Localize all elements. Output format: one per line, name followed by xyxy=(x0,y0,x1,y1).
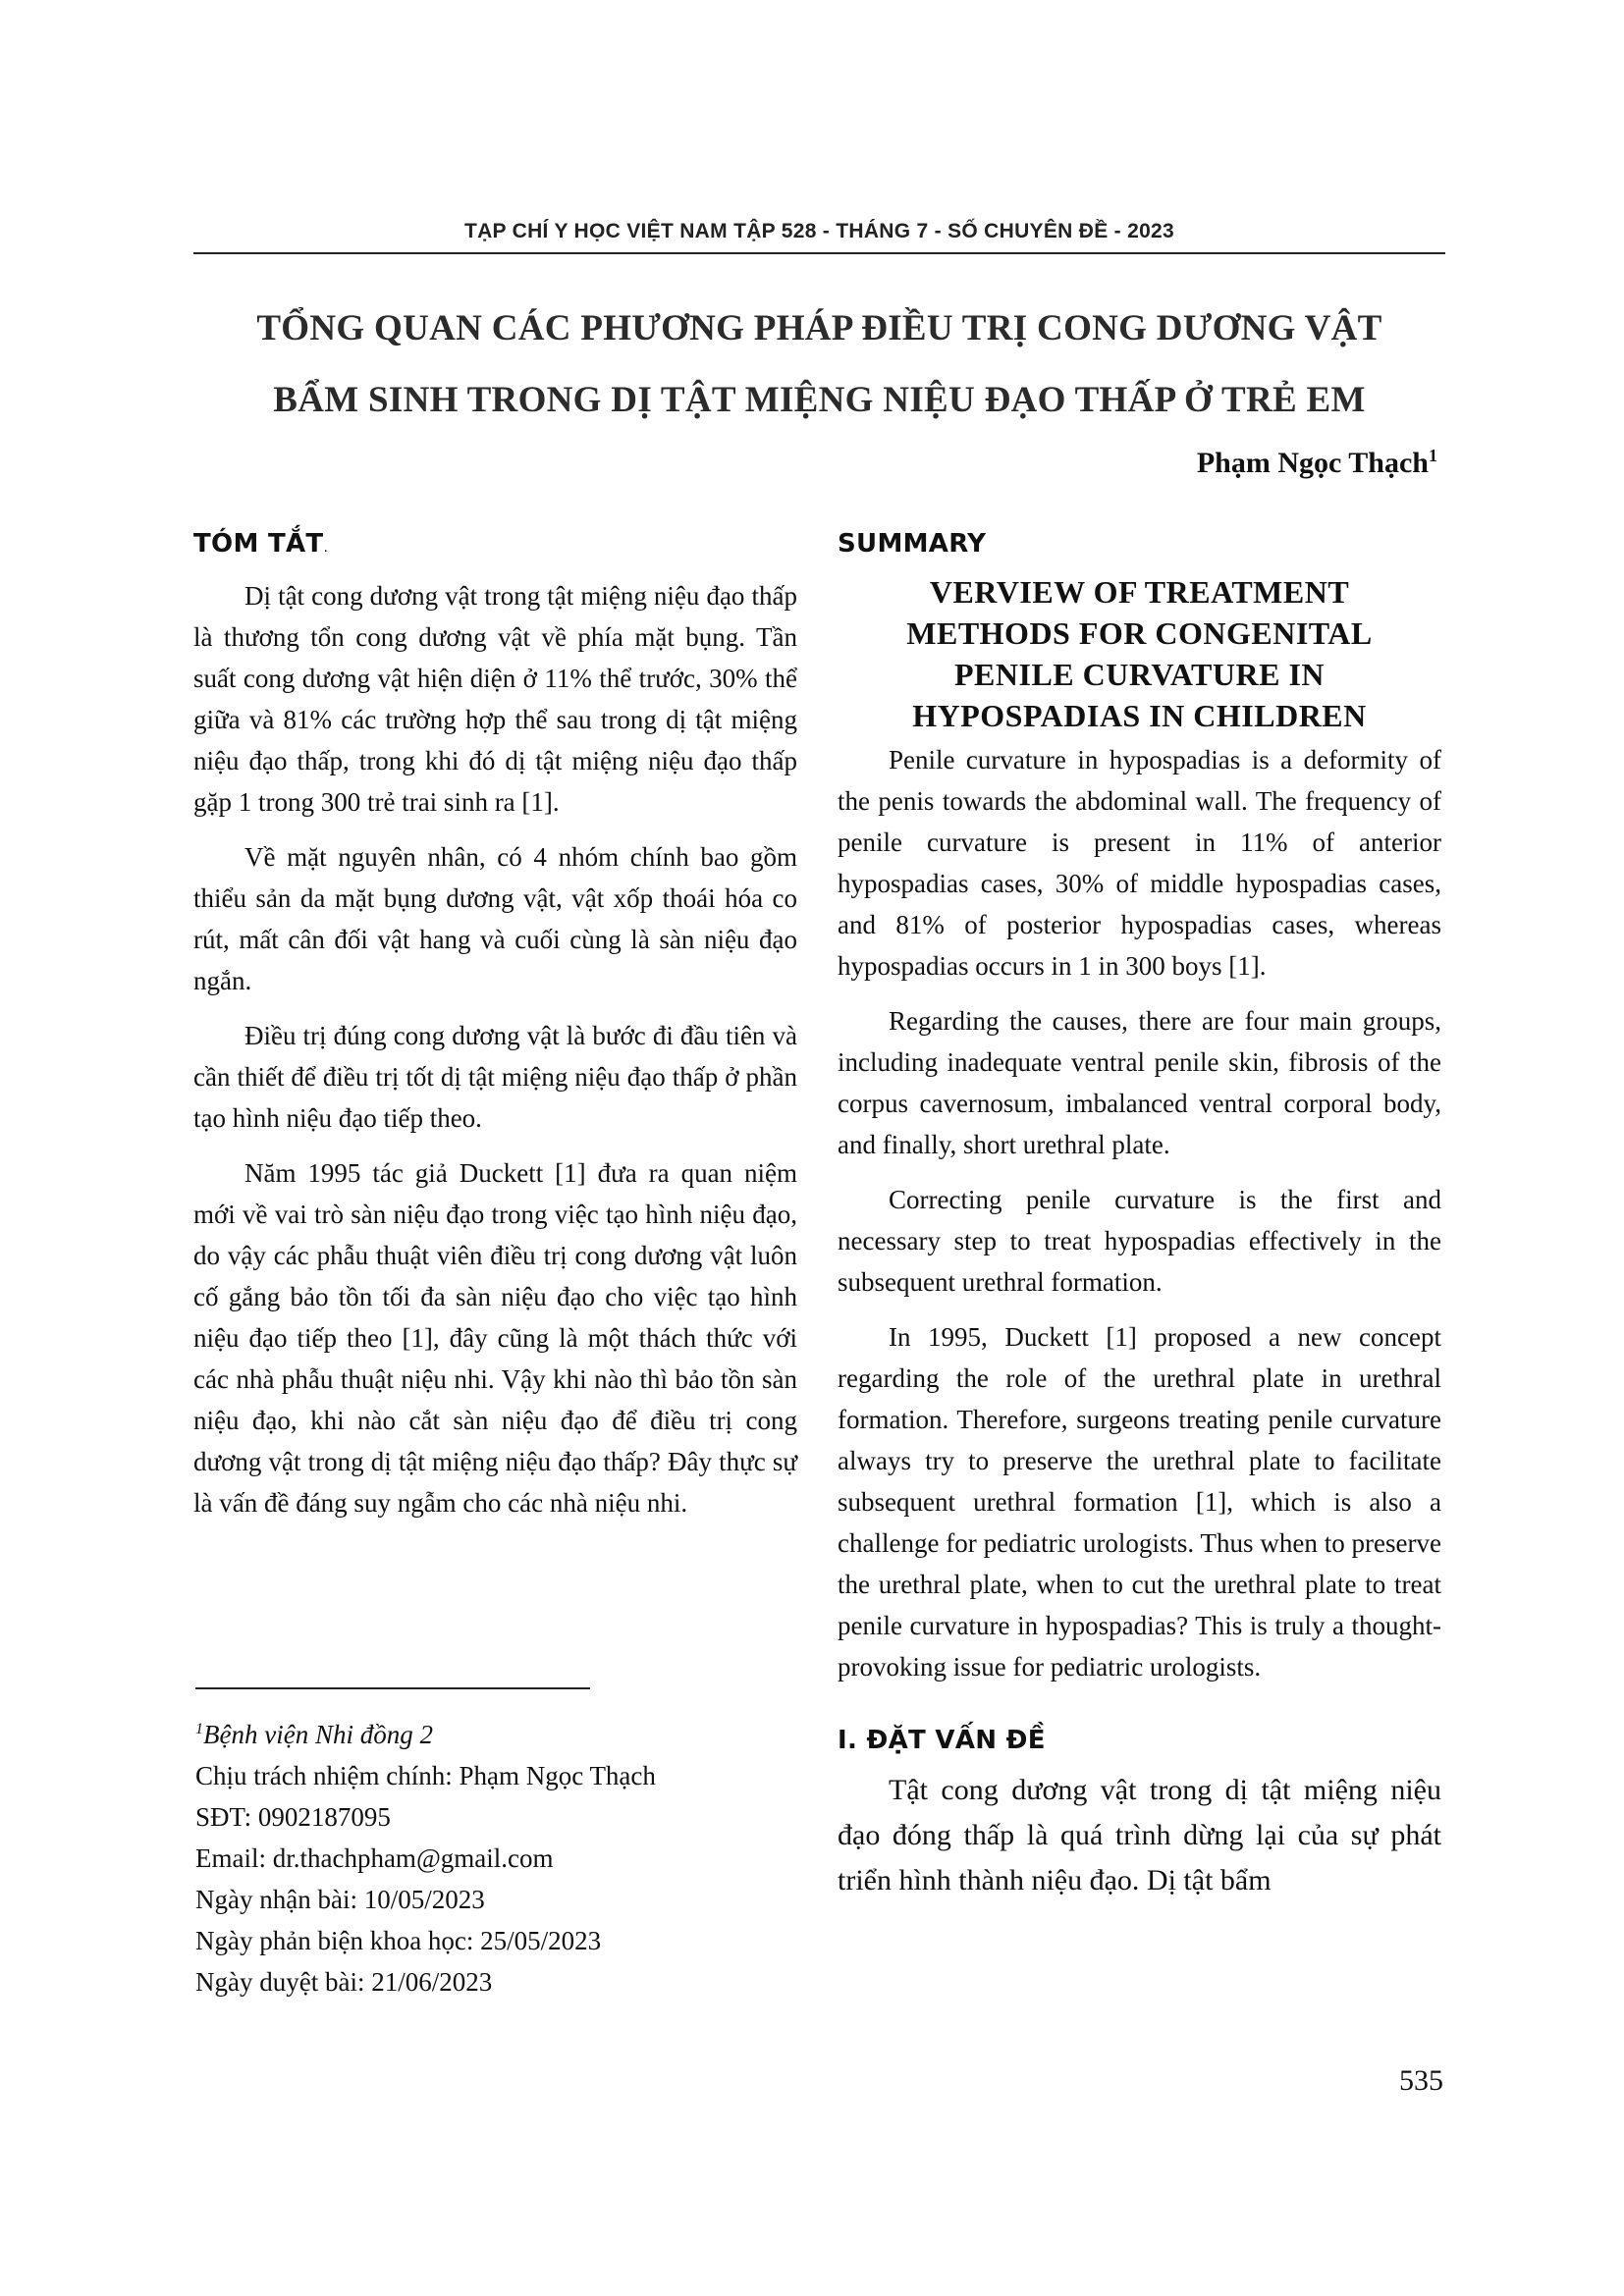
summary-title-line: METHODS FOR CONGENITAL xyxy=(906,615,1373,651)
journal-header: TẠP CHÍ Y HỌC VIỆT NAM TẬP 528 - THÁNG 7 - SỐ CHUYÊN ĐỀ - 2023 xyxy=(463,220,1175,242)
article-title xyxy=(193,293,1445,436)
summary-title-line: PENILE CURVATURE IN xyxy=(953,657,1326,692)
footnote-email: Email: dr.thachpham@gmail.com xyxy=(195,1843,554,1873)
summary-paragraph: In 1995, Duckett [1] proposed a new concept regarding the role of the urethral plate in urethral formation. Therefore, surgeons treating penile curvature always try to preserve the urethral plate to facilitate subsequent urethral formation [1], which is also a challenge for pediatric urologists. Thus when to preserve the urethral plate, when to cut the urethral plate to treat penile curvature in hypospadias? This is truly a thought-provoking issue for pediatric urologists. xyxy=(838,1322,1441,1682)
summary-paragraph: Regarding the causes, there are four main groups, including inadequate ventral penile skin, fibrosis of the corpus cavernosum, imbalanced ventral corporal body, and finally, short urethral plate. xyxy=(838,1006,1441,1159)
summary-paragraph: Penile curvature in hypospadias is a deformity of the penis towards the abdominal wall. The frequency of penile curvature is present in 11% of anterior hypospadias cases, 30% of middle hypospadias cases, and 81% of posterior hypospadias cases, whereas hypospadias occurs in 1 in 300 boys [1]. xyxy=(838,745,1441,981)
abstract-vi-paragraph: Điều trị đúng cong dương vật là bước đi đầu tiên và cần thiết để điều trị tốt dị tật miệng niệu đạo thấp ở phần tạo hình niệu đạo tiếp theo. xyxy=(193,1021,797,1133)
abstract-vi-paragraph: Năm 1995 tác giả Duckett [1] đưa ra quan niệm mới về vai trò sàn niệu đạo trong việc tạo hình niệu đạo, do vậy các phẫu thuật viên điều trị cong dương vật luôn cố gắng bảo tồn tối đa sàn niệu đạo cho việc tạo hình niệu đạo tiếp theo [1], đây cũng là một thách thức với các nhà phẫu thuật niệu nhi. Vậy khi nào thì bảo tồn sàn niệu đạo, khi nào cắt sàn niệu đạo để điều trị cong dương vật trong dị tật miệng niệu đạo thấp? Đây thực sự là vấn đề đáng suy ngẫm cho các nhà niệu nhi. xyxy=(193,1158,797,1518)
summary-paragraph: Correcting penile curvature is the first and necessary step to treat hypospadias effectively in the subsequent urethral formation. xyxy=(838,1185,1441,1297)
left-column xyxy=(193,526,797,1537)
right-column xyxy=(838,526,1441,1917)
author-affiliation-mark: 1 xyxy=(1429,446,1437,465)
title-line: TỔNG QUAN CÁC PHƯƠNG PHÁP ĐIỀU TRỊ CONG DƯƠNG VẬT xyxy=(256,308,1382,348)
section-1-heading: I. ĐẶT VẤN ĐỀ xyxy=(838,1726,1046,1755)
footnote-corresponding-author: Chịu trách nhiệm chính: Phạm Ngọc Thạch xyxy=(195,1761,656,1790)
header-rule xyxy=(193,252,1445,254)
summary-title-line: VERVIEW OF TREATMENT xyxy=(929,574,1350,610)
footnote-affiliation xyxy=(195,1709,799,1755)
footnote-received-date: Ngày nhận bài: 10/05/2023 xyxy=(195,1885,485,1914)
author-line xyxy=(1197,446,1437,480)
abstract-vi-paragraph: Dị tật cong dương vật trong tật miệng niệu đạo thấp là thương tổn cong dương vật về phía mặt bụng. Tần suất cong dương vật hiện diện ở 11% thể trước, 30% thể giữa và 81% các trường hợp thể sau trong dị tật miệng niệu đạo thấp, trong khi đó dị tật miệng niệu đạo thấp gặp 1 trong 300 trẻ trai sinh ra [1]. xyxy=(193,581,797,817)
section-1-paragraph: Tật cong dương vật trong dị tật miệng niệu đạo đóng thấp là quá trình dừng lại của sự phát triển hình thành niệu đạo. Dị tật bẩm xyxy=(838,1774,1441,1896)
summary-title xyxy=(838,571,1441,736)
footnote-phone: SĐT: 0902187095 xyxy=(195,1802,391,1832)
abstract-vi-heading-text: TÓM TẮT xyxy=(193,529,324,559)
footnote-accepted-date: Ngày duyệt bài: 21/06/2023 xyxy=(195,1967,493,1997)
abstract-vi-paragraph: Về mặt nguyên nhân, có 4 nhóm chính bao gồm thiểu sản da mặt bụng dương vật, vật xốp thoái hóa co rút, mất cân đối vật hang và cuối cùng là sàn niệu đạo ngắn. xyxy=(193,842,797,995)
author-name: Phạm Ngọc Thạch xyxy=(1196,447,1429,479)
summary-heading: SUMMARY xyxy=(838,529,987,559)
footnote-affiliation-mark: 1 xyxy=(195,1721,203,1737)
title-line: BẨM SINH TRONG DỊ TẬT MIỆNG NIỆU ĐẠO THẤP Ở TRẺ EM xyxy=(273,380,1366,420)
footnote-rule xyxy=(195,1687,590,1689)
abstract-vi-heading-mark: . xyxy=(323,540,329,556)
abstract-vi-heading xyxy=(193,526,797,565)
footnote-affiliation-text: Bệnh viện Nhi đồng 2 xyxy=(203,1720,433,1749)
page-number: 535 xyxy=(1399,2064,1443,2097)
summary-title-line: HYPOSPADIAS IN CHILDREN xyxy=(912,698,1367,733)
footnotes xyxy=(195,1709,799,2002)
footnote-review-date: Ngày phản biện khoa học: 25/05/2023 xyxy=(195,1926,602,1955)
